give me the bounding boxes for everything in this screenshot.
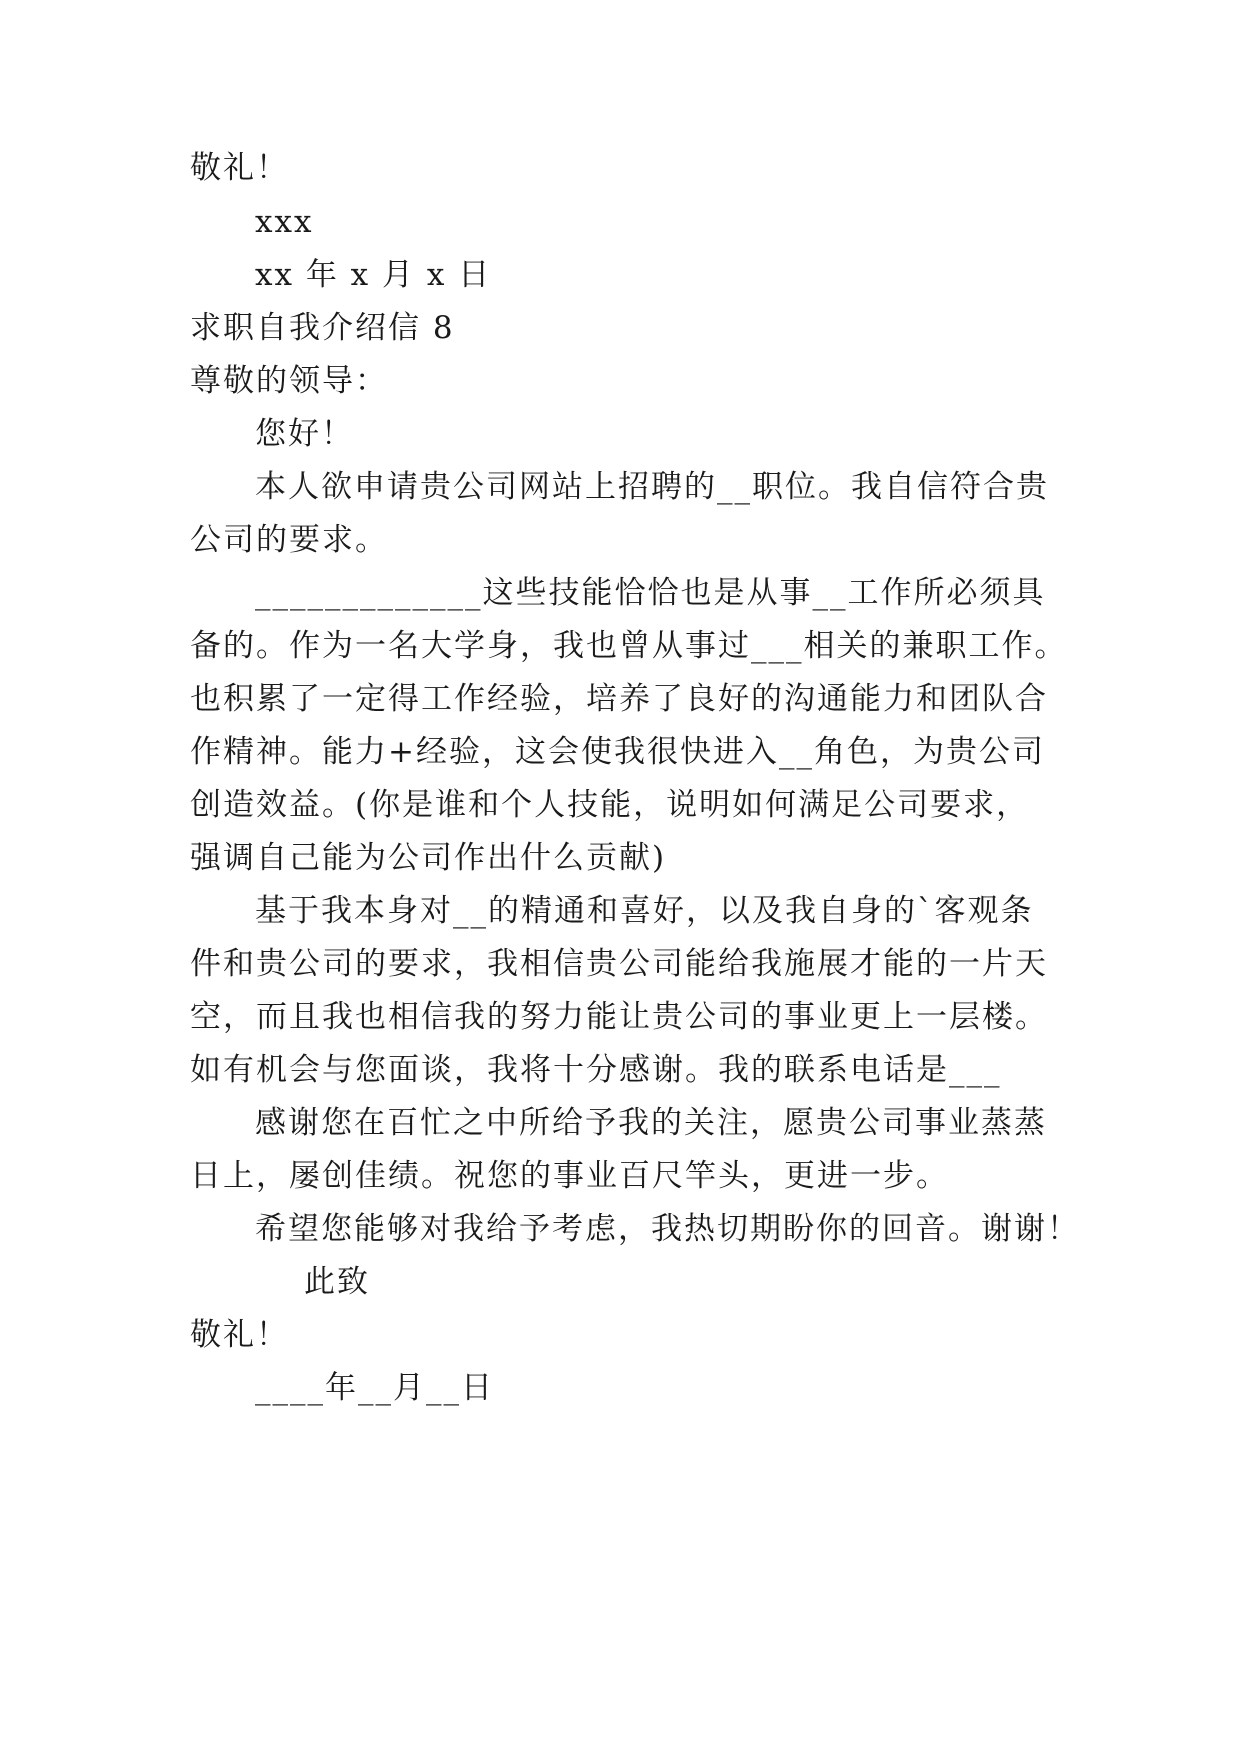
body-line: 本人欲申请贵公司网站上招聘的__职位。我自信符合贵	[255, 469, 1049, 505]
signature-name: xxx	[255, 204, 314, 240]
body-line: 作精神。能力+经验，这会使我很快进入__角色，为贵公司	[190, 734, 1045, 770]
closing-salute-bottom: 敬礼！	[190, 1317, 289, 1353]
section-title: 求职自我介绍信 8	[190, 310, 455, 346]
body-line: 公司的要求。	[190, 522, 388, 558]
body-line: 也积累了一定得工作经验，培养了良好的沟通能力和团队合	[190, 681, 1048, 717]
body-line: _____________这些技能恰恰也是从事__工作所必须具	[255, 575, 1046, 611]
body-line: 日上，屡创佳绩。祝您的事业百尺竿头，更进一步。	[190, 1158, 949, 1194]
closing-phrase: 此致	[304, 1264, 370, 1300]
body-line: 希望您能够对我给予考虑，我热切期盼你的回音。谢谢！	[255, 1211, 1080, 1247]
signature-date: xx 年 x 月 x 日	[255, 257, 492, 293]
salutation: 尊敬的领导：	[190, 363, 388, 399]
body-line: 基于我本身对__的精通和喜好，以及我自身的`客观条	[255, 893, 1034, 929]
body-line: 空，而且我也相信我的努力能让贵公司的事业更上一层楼。	[190, 999, 1048, 1035]
date-blank: ____年__月__日	[255, 1370, 494, 1406]
greeting: 您好！	[255, 416, 354, 452]
body-line: 备的。作为一名大学身，我也曾从事过___相关的兼职工作。	[190, 628, 1068, 664]
body-line: 感谢您在百忙之中所给予我的关注，愿贵公司事业蒸蒸	[255, 1105, 1047, 1141]
closing-salute-top: 敬礼！	[190, 150, 289, 186]
body-line: 如有机会与您面谈，我将十分感谢。我的联系电话是___	[190, 1052, 1002, 1088]
body-line: 件和贵公司的要求，我相信贵公司能给我施展才能的一片天	[190, 946, 1048, 982]
body-line: 创造效益。(你是谁和个人技能，说明如何满足公司要求，	[190, 787, 1030, 823]
body-line: 强调自己能为公司作出什么贡献)	[190, 840, 667, 876]
